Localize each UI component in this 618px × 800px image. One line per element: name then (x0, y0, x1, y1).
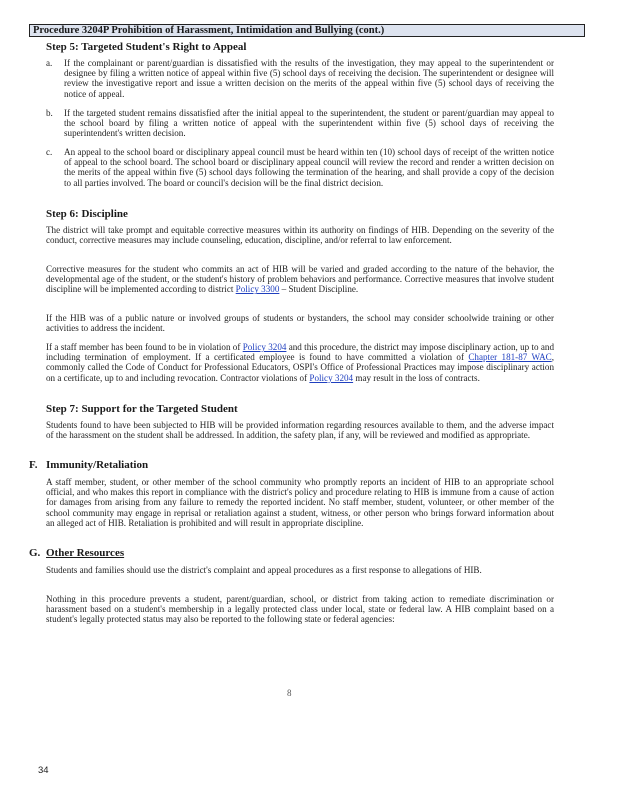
list-marker: b. (46, 108, 53, 118)
footer-page-number: 34 (38, 765, 49, 776)
section-g-paragraph-1: Students and families should use the district's complaint and appeal procedures as a first response to allegations of HIB. (46, 565, 482, 575)
section-f-paragraph: A staff member, student, or other member of the school community who promptly reports an incident of HIB to an appropriate school official, and who makes this report in compliance with the district's policy and procedure relating to HIB is immune from a cause of action for damages from arising from any failure to remedy the reported incident. No staff member, student, volunteer, or other member of the school community may engage in reprisal or retaliation against a student, witness, or other person who brings forward information about an alleged act of HIB. Retaliation is prohibited and will result in appropriate discipline. (46, 477, 554, 528)
section-title: Other Resources (46, 547, 125, 559)
section-title: Immunity/Retaliation (46, 459, 149, 471)
step5-item-c (46, 147, 554, 201)
procedure-header: Procedure 3204P Prohibition of Harassment, Intimidation and Bullying (cont.) (29, 24, 585, 37)
step7-heading: Step 7: Support for the Targeted Student (46, 403, 238, 415)
text-span: If a staff member has been found to be in violation of (46, 342, 243, 352)
step6-paragraph-1: The district will take prompt and equitable corrective measures within its authority on findings of HIB. Depending on the severity of the conduct, corrective measures may include counseling, education, discipline, and/or referral to law enforcement. (46, 225, 554, 246)
step5-item-b (46, 108, 554, 140)
page-number: 8 (287, 688, 292, 698)
step5-item-a (46, 58, 554, 100)
list-item-text: If the complainant or parent/guardian is dissatisfied with the results of the investigation, they may appeal to the superintendent or designee by filing a written notice of appeal within five (5) school days of receiving the decision. The superintendent or designee will review the investigative report and issue a written decision on the merits of the appeal within five (5) school days of receiving the notice of appeal. (64, 58, 554, 99)
text-span: , commonly called the Code of Conduct for Professional Educators, OSPI's Office of Professional Practices may impose disciplinary action on a certificate, up to and including revocation. Contractor violations of (46, 352, 554, 383)
step6-paragraph-2 (46, 264, 554, 295)
list-marker: a. (46, 58, 53, 68)
chapter-181-87-wac-link[interactable]: Chapter 181-87 WAC (468, 352, 552, 363)
section-letter: G. (29, 547, 41, 559)
step6-paragraph-3: If the HIB was of a public nature or involved groups of students or bystanders, the school may consider schoolwide training or other activities to address the incident. (46, 313, 554, 334)
policy-3300-link[interactable]: Policy 3300 (235, 284, 280, 295)
list-item-text: If the targeted student remains dissatisfied after the initial appeal to the superintendent, the student or parent/guardian may appeal to the school board by filing a written notice of appeal with the superintendent within five (5) school days of receiving the superintendent's written decision. (64, 108, 554, 139)
text-span: Corrective measures for the student who commits an act of HIB will be varied and graded according to the nature of the behavior, the developmental age of the student, or the student's history of problem behaviors and performance. Corrective measures that involve student discipline will be implemented according to district (46, 264, 554, 295)
section-g-heading (29, 547, 124, 559)
list-marker: c. (46, 147, 53, 157)
section-letter: F. (29, 459, 38, 471)
section-g-paragraph-2: Nothing in this procedure prevents a student, parent/guardian, school, or district from taking action to remediate discrimination or harassment based on a student's membership in a legally protected class under local, state or federal law. A HIB complaint based on a student's legally protected status may also be reported to the following state or federal agencies: (46, 594, 554, 625)
step6-heading: Step 6: Discipline (46, 208, 128, 220)
list-item-text: An appeal to the school board or disciplinary appeal council must be heard within ten (10) school days of receipt of the written notice of appeal to the school board. The school board or disciplinary appeal council will review the record and render a written decision on the merits of the appeal within five (5) school days following the termination of the hearing, and shall provide a copy of the decision to all parties involved. The board or council's decision will be the final district decision. (64, 147, 554, 188)
text-span: and this procedure, the district may impose disciplinary action, up to and including termination of employment. If a certificated employee is found to have committed a violation of (46, 342, 554, 363)
policy-3204-link-2[interactable]: Policy 3204 (309, 372, 354, 383)
section-f-heading (29, 459, 148, 471)
policy-3204-link[interactable]: Policy 3204 (242, 342, 287, 352)
text-span: may result in the loss of contracts. (353, 372, 480, 383)
step7-paragraph-1: Students found to have been subjected to HIB will be provided information regarding resources available to them, and the adverse impact of the harassment on the student shall be addressed. In addition, the safety plan, if any, will be reviewed and modified as appropriate. (46, 420, 554, 441)
step6-paragraph-4 (46, 342, 554, 383)
text-span: – Student Discipline. (279, 284, 359, 295)
step5-heading: Step 5: Targeted Student's Right to Appeal (46, 41, 247, 53)
